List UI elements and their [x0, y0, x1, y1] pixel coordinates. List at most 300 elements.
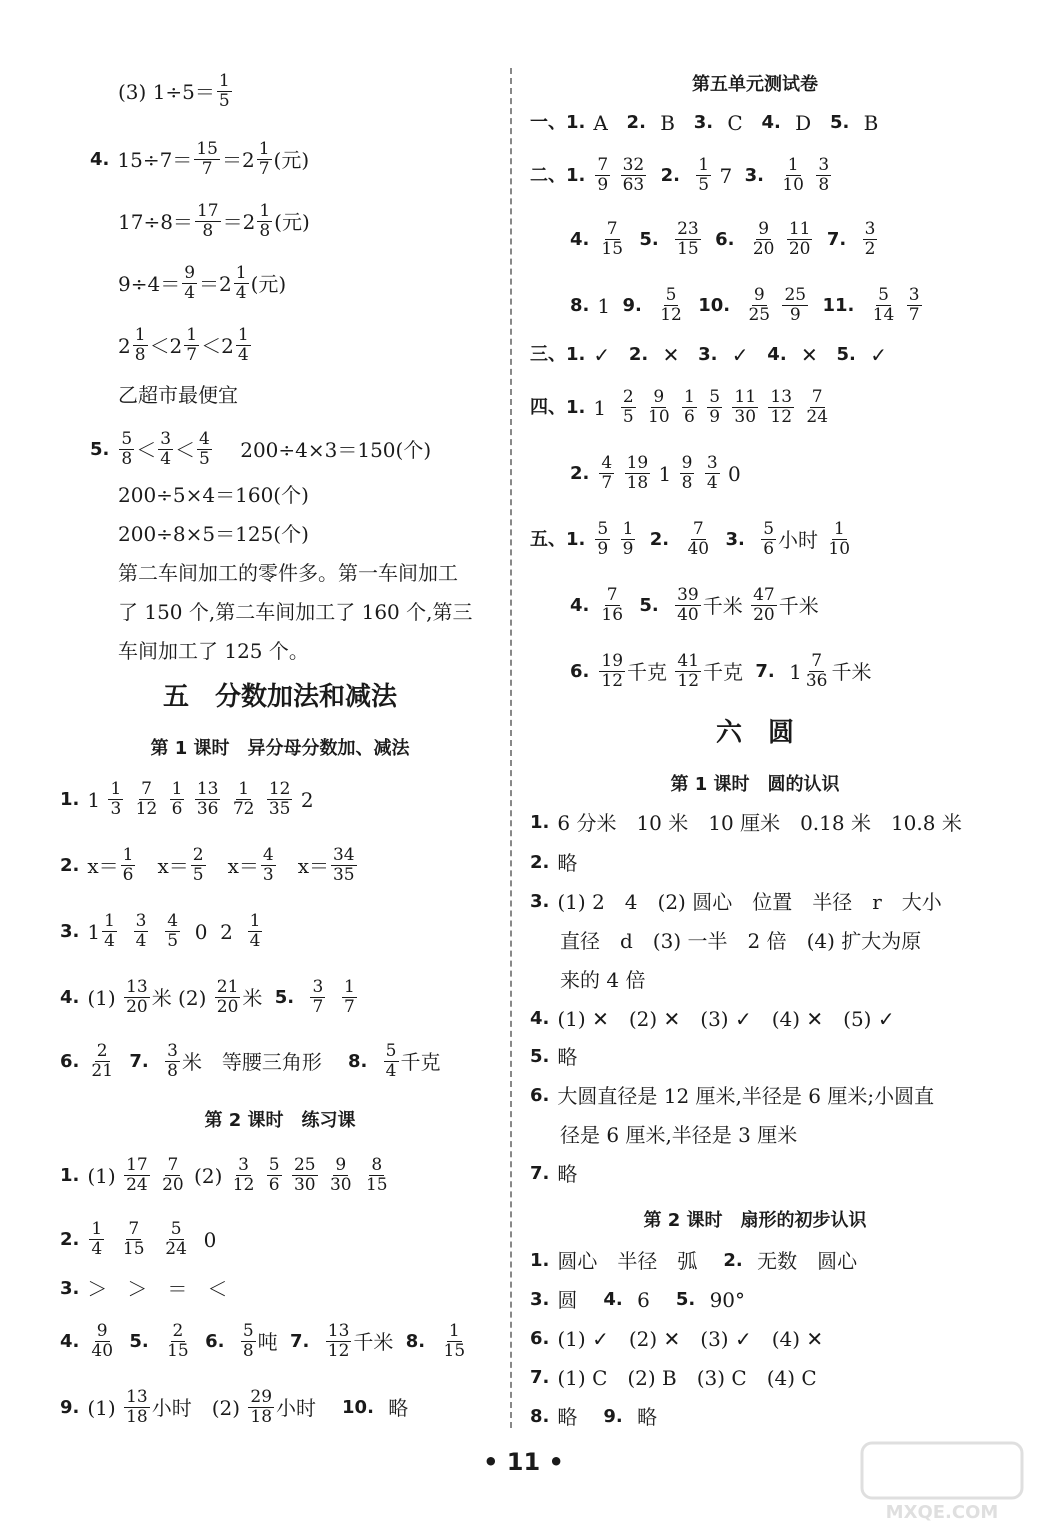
question-number: 5. [675, 1289, 696, 1310]
lesson-title-6-2: 第 2 课时 扇形的初步认识 [643, 1210, 867, 1231]
fraction-numerator: 5 [597, 519, 609, 539]
right-answer-line [530, 1042, 577, 1072]
fraction [746, 286, 772, 325]
answer-text: (1) ✓ (2) ✕ (3) ✓ (4) ✕ [557, 1327, 824, 1351]
fraction [326, 1322, 352, 1361]
fraction-numerator: 3 [818, 155, 830, 175]
answer-text [810, 291, 816, 321]
fraction-denominator: 7 [312, 997, 324, 1017]
answer-text [650, 291, 656, 321]
answer-text [125, 785, 131, 815]
fraction-denominator: 4 [237, 345, 249, 365]
question-number: 6. [570, 660, 590, 682]
fraction [124, 1156, 150, 1195]
fraction [248, 912, 263, 951]
lesson-title-5-1: 第 1 课时 异分母分数加、减法 [150, 738, 410, 759]
answer-text: B [653, 111, 688, 135]
fraction-denominator: 12 [677, 671, 700, 691]
fraction [595, 156, 610, 195]
fraction-denominator: 15 [443, 1341, 466, 1361]
answer-text: 1 [87, 919, 101, 944]
answer-text [772, 161, 778, 191]
answer-text [742, 225, 748, 255]
answer-text [222, 785, 228, 815]
answer-text: 7 [713, 163, 739, 188]
answer-text: ＝2 [199, 271, 232, 296]
answer-text [302, 983, 308, 1013]
answer-text: ✓ [593, 343, 623, 367]
fraction-numerator: 19 [626, 453, 649, 473]
fraction [292, 1156, 318, 1195]
answer-text: 略 [557, 1162, 578, 1186]
answer-text: (1) [87, 1395, 123, 1420]
answer-text: 2 [118, 333, 131, 358]
question-number: 9. [622, 294, 642, 316]
answer-text: (1) [87, 985, 123, 1010]
fraction-denominator: 36 [805, 671, 828, 691]
answer-text: 略 [557, 1405, 598, 1429]
answer-text: 来的 4 倍 [560, 968, 646, 992]
answer-text: 小时 [778, 527, 825, 552]
fraction-numerator: 5 [121, 429, 133, 449]
fraction [658, 286, 684, 325]
fraction [599, 220, 625, 259]
question-number: 3. [725, 528, 745, 550]
fraction [165, 1322, 191, 1361]
fraction-numerator: 4 [601, 453, 613, 473]
fraction-numerator: 25 [293, 1155, 316, 1175]
question-number: 4. [530, 1008, 550, 1029]
fraction-denominator: 5 [218, 91, 230, 111]
fraction-numerator: 29 [250, 1387, 273, 1407]
question-number: 10. [342, 1396, 374, 1418]
answer-text [161, 785, 167, 815]
fraction-numerator: 19 [601, 651, 624, 671]
fraction-denominator: 8 [259, 221, 271, 241]
question-number: 8. [530, 1406, 550, 1427]
fraction-denominator: 4 [249, 931, 261, 951]
fraction-numerator: 3 [706, 453, 718, 473]
fraction [863, 220, 878, 259]
answer-text: (1) [87, 1163, 123, 1188]
right-answer-line [530, 1246, 857, 1276]
fraction-numerator: 1 [110, 779, 122, 799]
fraction-numerator: 2 [172, 1321, 184, 1341]
fraction-denominator: 4 [184, 283, 196, 303]
fraction [217, 72, 232, 111]
fraction-denominator: 40 [687, 539, 710, 559]
answer-text [713, 525, 719, 555]
fraction-numerator: 4 [199, 429, 210, 449]
fraction [195, 780, 221, 819]
answer-text [677, 525, 683, 555]
answer-text [627, 591, 633, 621]
column-divider [510, 68, 512, 1428]
fraction-denominator: 8 [134, 345, 146, 365]
fraction [768, 388, 794, 427]
fraction-numerator: 5 [763, 519, 775, 539]
answer-text [193, 1327, 199, 1357]
left-answer-line [118, 558, 458, 588]
answer-text: 千克 [703, 659, 750, 684]
fraction-numerator: 25 [784, 285, 807, 305]
fraction [599, 586, 625, 625]
answer-text: 15÷7＝ [117, 147, 193, 172]
fraction-numerator: 7 [606, 585, 618, 605]
answer-text: 米 (2) [151, 985, 213, 1010]
fraction-numerator: 5 [268, 1155, 280, 1175]
answer-text [119, 917, 132, 947]
right-answer-line [530, 1159, 577, 1189]
question-number: 6. [205, 1330, 225, 1352]
fraction-numerator: 2 [96, 1041, 108, 1061]
fraction-denominator: 7 [201, 159, 213, 179]
answer-text: 大圆直径是 12 厘米,半径是 6 厘米;小圆直 [557, 1084, 935, 1108]
question-number: 3. [60, 920, 80, 942]
fraction-denominator: 16 [601, 605, 624, 625]
left-answer-line [60, 1322, 469, 1361]
question-number: 7. [755, 660, 775, 682]
answer-text [157, 1047, 163, 1077]
left-answer-line [118, 326, 253, 365]
answer-text: (1) ✕ (2) ✕ (3) ✓ (4) ✕ (5) ✓ [557, 1007, 895, 1031]
fraction-numerator: 9 [753, 285, 765, 305]
answer-text [637, 525, 643, 555]
answer-text: 1 [597, 293, 617, 318]
right-answer-line [570, 652, 871, 691]
fraction-numerator: 13 [327, 1321, 350, 1341]
fraction-denominator: 6 [122, 865, 134, 885]
fraction-denominator: 4 [235, 283, 247, 303]
fraction-numerator: 1 [787, 155, 799, 175]
fraction [328, 1156, 354, 1195]
fraction-denominator: 15 [677, 239, 699, 259]
fraction-denominator: 3 [262, 865, 274, 885]
answer-text: 1 [782, 659, 802, 684]
question-number: 5. [639, 228, 659, 250]
answer-text: 径是 6 厘米,半径是 3 厘米 [560, 1123, 798, 1147]
answer-text: 小时 [276, 1395, 337, 1420]
answer-text: (1) 2 4 (2) 圆心 位置 半径 r 大小 [557, 890, 942, 914]
question-number: 6. [60, 1050, 80, 1072]
fraction-numerator: 13 [770, 387, 793, 407]
right-answer-line [530, 1285, 745, 1315]
fraction [215, 978, 241, 1017]
answer-text: 略 [557, 1045, 578, 1069]
fraction-numerator: 4 [262, 845, 274, 865]
fraction-denominator: 4 [706, 473, 718, 493]
answer-text: 0 [190, 1227, 217, 1252]
fraction [257, 140, 272, 179]
answer-text [317, 1327, 323, 1357]
fraction [195, 202, 221, 241]
fraction [732, 388, 758, 427]
fraction-numerator: 1 [698, 155, 710, 175]
answer-text [753, 525, 759, 555]
fraction [442, 1322, 468, 1361]
fraction-denominator: 10 [828, 539, 851, 559]
fraction-numerator: 1 [171, 779, 183, 799]
left-answer-line [60, 846, 359, 885]
fraction-denominator: 35 [268, 799, 291, 819]
answer-text: ✕ [794, 343, 831, 367]
left-answer-line [118, 480, 309, 510]
right-answer-line [530, 388, 832, 427]
right-answer-line [570, 454, 741, 493]
question-number: 4. [90, 148, 110, 170]
question-number: 7. [129, 1050, 149, 1072]
fraction-denominator: 35 [332, 865, 355, 885]
fraction [248, 1388, 274, 1427]
fraction-numerator: 3 [864, 219, 876, 239]
fraction [124, 978, 150, 1017]
answer-text: 千米 [702, 593, 750, 618]
fraction-numerator: 1 [833, 519, 845, 539]
fraction [194, 140, 220, 179]
fraction-numerator: 3 [908, 285, 920, 305]
fraction-numerator: 23 [677, 219, 699, 239]
right-answer-line [530, 887, 942, 917]
left-answer-line [60, 1388, 408, 1427]
answer-text: 吨 [257, 1329, 285, 1354]
fraction [121, 1220, 147, 1259]
fraction-numerator: 9 [184, 263, 196, 283]
fraction [625, 454, 651, 493]
answer-text [808, 161, 814, 191]
fraction-numerator: 1 [249, 911, 261, 931]
answer-text: (元) [250, 271, 287, 296]
fraction-denominator: 15 [365, 1175, 388, 1195]
fraction [680, 454, 695, 493]
question-number: 1. [60, 1164, 80, 1186]
fraction-numerator: 7 [606, 219, 618, 239]
answer-text: ＝2 [221, 147, 255, 172]
fraction [675, 220, 701, 259]
answer-text: 千克 [400, 1049, 441, 1074]
fraction [816, 156, 831, 195]
fraction [134, 912, 149, 951]
fraction [89, 1322, 115, 1361]
right-answer-line [560, 926, 921, 956]
right-answer-line [530, 1081, 934, 1111]
fraction-numerator: 11 [734, 387, 757, 407]
fraction-numerator: 5 [385, 1041, 397, 1061]
fraction [182, 264, 197, 303]
left-answer-line [90, 430, 431, 469]
question-number: 7. [530, 1367, 550, 1388]
fraction [787, 220, 813, 259]
fraction-numerator: 4 [167, 911, 179, 931]
fraction-numerator: 9 [335, 1155, 347, 1175]
answer-text [150, 917, 163, 947]
question-number: 9. [60, 1396, 80, 1418]
answer-text: 90° [703, 1288, 746, 1312]
question-number: 3. [693, 112, 714, 133]
fraction-numerator: 1 [238, 779, 250, 799]
question-number: 2. [530, 852, 550, 873]
fraction [170, 780, 185, 819]
question-number: 3. [530, 891, 550, 912]
watermark-logo [857, 1438, 1027, 1528]
answer-text [117, 1327, 123, 1357]
fraction-denominator: 4 [91, 1239, 103, 1259]
fraction-denominator: 8 [202, 221, 214, 241]
fraction [124, 1388, 150, 1427]
fraction [165, 1042, 180, 1081]
question-number: 1. [530, 812, 550, 833]
answer-text [814, 225, 820, 255]
right-answer-line [560, 1120, 797, 1150]
fraction-denominator: 40 [677, 605, 699, 625]
answer-text: 小时 (2) [151, 1395, 247, 1420]
answer-text [375, 1047, 381, 1077]
answer-text: 无数 圆心 [750, 1249, 858, 1273]
fraction-denominator: 18 [250, 1407, 273, 1427]
fraction-numerator: 15 [196, 139, 218, 159]
right-answer-line [530, 1004, 895, 1034]
fraction [384, 1042, 399, 1081]
fraction-numerator: 1 [91, 1219, 103, 1239]
fraction-denominator: 30 [734, 407, 757, 427]
answer-text [778, 225, 784, 255]
answer-text [149, 1225, 162, 1255]
fraction [267, 1156, 282, 1195]
fraction-numerator: 7 [128, 1219, 140, 1239]
right-answer-line [560, 965, 645, 995]
question-number: 8. [570, 294, 590, 316]
fraction [261, 846, 276, 885]
fraction-denominator: 5 [698, 175, 710, 195]
fraction-denominator: 9 [709, 407, 721, 427]
answer-text: ＜ [136, 437, 157, 462]
answer-text: 圆 [557, 1288, 598, 1312]
fraction-numerator: 3 [160, 429, 172, 449]
answer-text: ＜2 [201, 333, 234, 358]
fraction-numerator: 1 [448, 1321, 460, 1341]
fraction-denominator: 12 [327, 1341, 350, 1361]
fraction-denominator: 9 [789, 305, 801, 325]
fraction-denominator: 8 [242, 1341, 254, 1361]
left-answer-line [118, 597, 473, 627]
fraction [267, 780, 293, 819]
fraction [646, 388, 672, 427]
fraction-numerator: 1 [104, 911, 115, 931]
question-number: 6. [715, 228, 735, 250]
fraction-denominator: 12 [660, 305, 682, 325]
answer-text: ✕ [656, 343, 693, 367]
question-number: 4. [570, 594, 590, 616]
right-answer-line [530, 848, 577, 878]
fraction-denominator: 8 [681, 473, 693, 493]
fraction [675, 586, 701, 625]
fraction [599, 652, 625, 691]
fraction-denominator: 20 [216, 997, 239, 1017]
fraction-denominator: 21 [91, 1061, 114, 1081]
fraction-numerator: 5 [665, 285, 677, 305]
fraction-numerator: 11 [788, 219, 811, 239]
question-number: 5. [129, 1330, 149, 1352]
fraction-denominator: 6 [171, 799, 183, 819]
question-number: 四、1. [530, 396, 586, 418]
answer-text: 千米 [778, 593, 819, 618]
fraction-denominator: 72 [232, 799, 255, 819]
answer-text: (元) [273, 147, 310, 172]
question-number: 4. [570, 228, 590, 250]
fraction-denominator: 20 [162, 1175, 184, 1195]
question-number: 4. [60, 986, 80, 1008]
fraction-denominator: 7 [908, 305, 920, 325]
fraction-numerator: 13 [196, 779, 219, 799]
fraction [599, 454, 614, 493]
question-number: 5. [530, 1046, 550, 1067]
fraction-numerator: 5 [878, 285, 889, 305]
question-number: 4. [603, 1289, 623, 1310]
answer-text [106, 1225, 119, 1255]
fraction [621, 520, 636, 559]
fraction-denominator: 20 [788, 239, 811, 259]
fraction-numerator: 1 [684, 387, 695, 407]
fraction-numerator: 8 [371, 1155, 383, 1175]
answer-text: 千克 [627, 659, 674, 684]
answer-text [696, 459, 702, 489]
fraction [89, 1220, 104, 1259]
fraction-numerator: 1 [134, 325, 146, 345]
fraction-numerator: 13 [126, 1387, 148, 1407]
right-answer-line [570, 286, 924, 325]
question-number: 五、1. [530, 528, 586, 550]
fraction [871, 286, 897, 325]
right-answer-line [530, 156, 833, 195]
question-number: 7. [530, 1163, 550, 1184]
answer-text [117, 1047, 123, 1077]
fraction-numerator: 17 [196, 201, 219, 221]
fraction-numerator: 1 [258, 139, 270, 159]
fraction [804, 652, 830, 691]
fraction-denominator: 7 [186, 345, 198, 365]
question-number: 2. [626, 112, 646, 133]
answer-text: x＝ [277, 853, 329, 878]
fraction [621, 156, 647, 195]
question-number: 4. [60, 1330, 80, 1352]
fraction-denominator: 6 [763, 539, 775, 559]
question-number: 11. [822, 294, 855, 316]
fraction-numerator: 5 [709, 387, 721, 407]
fraction [121, 846, 136, 885]
answer-text [774, 291, 780, 321]
answer-text: 200÷8×5＝125(个) [118, 522, 309, 546]
section-title-six: 六 圆 [715, 718, 794, 748]
fraction-numerator: 7 [692, 519, 704, 539]
fraction-denominator: 10 [648, 407, 670, 427]
fraction-denominator: 12 [135, 799, 158, 819]
fraction-numerator: 41 [677, 651, 700, 671]
fraction [160, 1156, 186, 1195]
fraction [165, 912, 180, 951]
answer-text: 2 [294, 787, 314, 812]
answer-text: 车间加工了 125 个。 [118, 639, 309, 663]
question-number: 6. [530, 1328, 550, 1349]
question-number: 3. [530, 1289, 550, 1310]
fraction-numerator: 1 [122, 845, 134, 865]
answer-text: 200÷4×3＝150(个) [213, 437, 432, 462]
answer-text [699, 393, 705, 423]
fraction-denominator: 15 [122, 1239, 145, 1259]
answer-text [258, 785, 264, 815]
question-number: 2. [649, 528, 670, 550]
fraction-denominator: 8 [167, 1061, 178, 1081]
left-answer-line [60, 1156, 392, 1195]
left-answer-line [60, 1274, 227, 1304]
